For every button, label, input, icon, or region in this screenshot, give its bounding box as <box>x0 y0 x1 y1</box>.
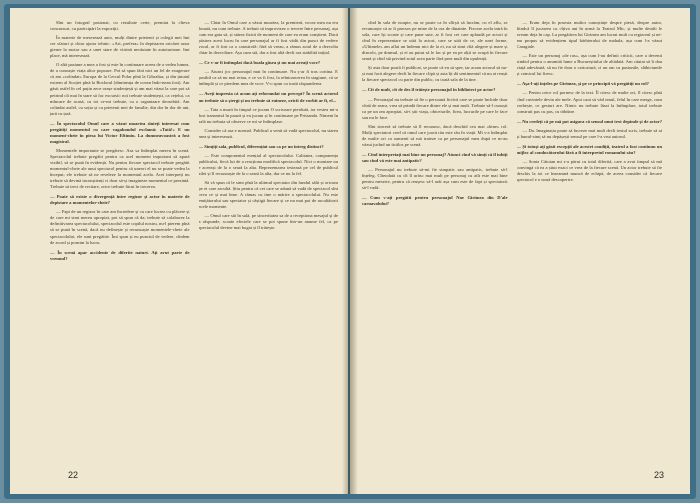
paragraph: — Personajul nu trebuie să fie o persoană fictivă care se poate închide doar cîntă de seara, vrea să prindă fiecare dintre ele și mai mult. Trebuie să-l cunoști ca pe un om apropiat, să-i știi viața, obiceiurile, firea, lucrurile pe care le face sau nu le face. <box>362 96 508 120</box>
paragraph: — Omul care stă în sală, pe sinceritatea sa de a receptiona mesajul și de a răspunde, scoate efectele care se pot spune într-un anume fel, ca pe spectacolul devine mai bogat și îl trăiește. <box>198 213 338 231</box>
paragraph: — Da. Imaginația poate să lucreze mai mult decît textul scris, trebuie să ai și bunul-simț să nu depășești sensul pe care l-a vrut autorul. <box>516 127 662 139</box>
interview-question: — Și totuși ați găsit excepții ale acestei condiții, teatrul a fost continuu un mijloc al conducătorului fără a fi interpretul romanului său? <box>516 143 662 155</box>
interview-question: — Ce v-ar fi întîmplat dacă boala găsea și nu mai aveați voce? <box>198 60 321 66</box>
paragraph: — Este un personaj «de ras», așa cum l-au definit criticii, care a devenit simbol pentru o anumită lume a Bucureștiului de altădată. Am căutat să îi dau viață adevărată, să nu fie doar o caricatură, ci un om cu pasiunile, slăbiciunile și comicul lui firesc. <box>516 53 662 77</box>
paragraph: — Pentru orice rol pornesc de la text. Îl citesc de multe ori, îl citesc pînă cînd cuvintele devin ale mele. Apoi caut să văd omul, felul în care merge, cum vorbește, ce gesturi are. Nimic nu trebuie lăsat la întîmplare, totul trebuie construit pas cu pas, cu răbdare. <box>516 90 662 114</box>
paragraph: Sînt sinceră să trebuie să îl recunosc, dacă deschid cea mai «bine» rol. Mulți spectatori cred că omul care joacă rău este rău în viață. Mi s-a întîmplat de multe ori ca oamenii să mă trateze ca pe personajul meu după ce m-au văzut jucînd un ticălos pe scenă. <box>362 123 508 147</box>
paragraph: — Eram deja în posesia multor cunoștințe despre piesă, despre autor, fiindcă îl jucasem cu cîțiva ani în urmă la Teatrul Mic, și multe detalii le aveam deja în cap. La pregătirea lui Girimea am lucrat mult cu regizorul și ne-am propus să evidențiem tipul bărbierului de mahala, așa cum l-a văzut Caragiale. <box>516 20 662 50</box>
paragraph: Și asta doar poată fi publicat, se poate că eu să sper, iar acum actorul să nu-și mai facă alegere decît în fiecare clipă și asta îți dă sentimentul că nu ai reușit la fiecare spectacol cu parte din public, cu toată sala de la tine. <box>362 65 508 83</box>
left-page-number: 22 <box>68 470 79 480</box>
left-page-column-2 <box>199 20 339 460</box>
interview-question: — Simțiți sala, publicul, diferențiat sau ca pe un întreg distinct? <box>198 143 324 149</box>
paragraph: — Tata a murit în timpul ce jucam O scrisoare pierdută, iar vestea mi-a fost transmisă în pauză și eu jucam și în continuare pe Pristanda. Nimeni în sală nu trebuia să observe ce mi se întîmplase. <box>198 106 338 124</box>
left-page-column-1 <box>50 20 190 460</box>
right-page-column-1 <box>362 20 508 460</box>
interview-question: — Așa-l-ați înțeles pe Girimea, și pe ce principii vă pregătiți un rol? <box>516 81 649 87</box>
interview-question: — În spectacolul Omul care a văzut moartea sînteți interesat cum pregătiți momentul cu care vagabondul exclamă: «Tată!» E un moment-cheie în piesa lui Victor Eftimiu. La dumneavoastră a fost magistral. <box>50 120 190 144</box>
paragraph: Sînt un fotograf pasionat, cu rezultate certe, premiat la cîteva concursuri, cu participări la expoziții. <box>50 20 190 32</box>
right-page <box>350 8 690 494</box>
paragraph: Să vă spun că le simt pînă la ultimul spectator din fundul sălii și oricum pe ei care ascultă. Știu pentru că cei care se adună să vadă de spectacol sînt ceva ce și mai bine. A rămas cu tine o mărire a spectacolului. Nu este emițătorului sau spectator și câștigă fiecare și ce nu mai pot de ascultătorii acele momente. <box>198 180 338 210</box>
interview-question: — În scenă apar accidente de diferite naturi. Ați avut parte de vreunul? <box>50 249 190 261</box>
right-page-column-2 <box>517 20 663 460</box>
paragraph: O altă pasiune a mea a fost și este în continuare aceea de a vedea lumea, de a cunoaște viața altor popoare. Pot să spun fără nici un fel de exagerare că am «colindat» Europa de la Cercul Polar pînă la Gibraltar, și din ținutul extrem al Scoției pînă la Bosforul (dimineața de ocean Indo-nean fost). Am găsit astfel în cel puțin zece orașe studențești și am mai văzut la care pot să petrind cît mai în stare să fac excursii: noi trebuie studențești, ca cețelui, ca mîncare de acasă, cu tot ce-mi trebuie, cu o organizare deosebită. Am colindat astfel, cu soția și cu prietenii mei de familie, din dor în dor de ani, țară cu țară. <box>50 62 190 116</box>
paragraph: — Fapt de un regizor în care am încredere și cu care lucrez cu plăcere și de care mi simt mereu apropiat, pot să spun că da; trebuie să colaborez la definitivarea spectacolului, spectacolul este copilul nostru, nu-l pierem pînă să se pună în scenă, dacă nu definește și recunoaște momentele-cheie ale spectacolului, ele sunt pregătite. Îmi spun și eu punctul de vedere, cîndem de acord și pornim la lucru. <box>50 209 190 245</box>
interview-question: — Cît de mult, cît de des îl trăiește personajul în biblioteci pe actor? <box>362 87 496 93</box>
interview-question: — Poate să existe o divergență între regizor și actor în materie de depistare a momentelor-cheie? <box>50 194 190 206</box>
paragraph: Consider că asa e normal. Publicul a venit să vadă spectacolul, nu starea mea și interesează. <box>198 127 338 139</box>
interview-question: — Cum v-ați pregătit pentru personajul Nae Girimea din D'ale carnavalului? <box>362 195 508 207</box>
paragraph: cînd în sala de noapte, nu se poate ca în sfîrșit să lucrăm, cu el aflu, se recunoaște că ar fi parcurs pe mine de la ora de dinainte. Fiecare acela intră în sala, care își scoate și care pune sute, ar fi fost cei care aplaudă pe actori și cînd în reprezentare se uită la actori, care se uită de ce, ale unei forme, «Ultimele» am aflat un îndemn nici de la ei, nu să simt cîtă alegere și mare și dincolo, pe drumul, și ei au putut să le fac și pe ea pe alții se ocupă în fiecare seară și cînd stă privind actul acea parte fără prea mult din opulență. <box>362 20 508 62</box>
paragraph: Momentele importante se pregătesc. Asa sa întîmplat mereu în scenă. Spectacolul trebuie pregătit pentru ca acel moment important să apară vizibil, să se pună în evidență. Nu pentru fiecare spectacol trebuie pregătit momentul-cheie ale unui spectacol pentru că uneori el nu se poate vedea la început; ele trebuie să ne reveleze la momentul acela. Acei interpreți nu trebuie să devină inconștienți ci doar să-și imagineze momentul ce prezintă. Trebuie să treci de recitare, orice trebuie făcut în trecerea. <box>50 147 190 190</box>
paragraph: — Chiar în Omul care a văzut moartea, la premieră, vocea mea nu era fonată, nu cum trebuie. A trebuit să improvizez o trecere între personaj, așa cum era gata să, și stărea fizică de moment de care eu eram conștient. Dacă păstrez acest lucru în care personajul ar fi fost vădit din punct de vedere vocal, ar fi fost ca o catastrofă: fără să vreau, a rămas actul de a dezvolta chiar în dezvoltare. Așa cum stă, dar a fost altă decît ora stabilită inițial. <box>198 20 338 56</box>
interview-question: — Cînd interpretați mai bine un personaj? Atunci cînd vă simți că îl iubiți sau cînd vă este mai antipatic? <box>362 151 508 163</box>
left-page <box>10 8 348 494</box>
paragraph: — Personajul nu trebuie să-mi fie simpatic sau antipatic, trebuie să-l înțeleg. Cîteodată cu cît îl urăsc mai mult pe personaj cu atît este mai bine pentru meserie, pentru că reușesc să-l arăt așa cum este de fapt și spectatorii să-l vadă. <box>362 166 508 191</box>
right-page-number: 23 <box>653 470 664 480</box>
paragraph: — Atunci joc personajul mut în continuare. Nu ș-ar fi tras cortina. E posibil ca să nu mai reiau, e ce va fi fost, la reîntoarcerea în stagiune, că se întîmplă și ce pierdem mea de voce. V-o spun cu toată răspunderea. <box>198 69 338 87</box>
paragraph: — Sonia Cătoian mi s-a părut cu totul diferită, care a avut timpul să mă convingă că ea a știut exact ce vrea de la fiecare scenă. Un actor trebuie să fie deschis la tot ce înseamnă muncă de echipă, de aceea consider că fiecare spectacol e o nouă descoperire. <box>516 158 662 183</box>
book-spread <box>4 4 696 499</box>
interview-question: — Aveți impresia că acum ați reformulat un precept? În scenă actorul nu trebuie să o ștergi și nu trebuie să ruineze, oricît de vorbit ar fi, el... <box>198 91 338 103</box>
paragraph: În materie de meserează auto, mulți dintre prietenii și colegii mei îmi cer sfaturi și chiar ajutor tehnic: «Art, prefera» în depistarea oricărei unor gierne la motor sau a unei stare de vitrină necăutate în autoturisme. Imi place, mă interesează. <box>50 35 190 59</box>
interview-question: — Nu credeți că pe mă pot asigura că sensul unui text depinde și de actor? <box>516 118 662 124</box>
paragraph: — Este componentul esențial al spectacolului. Calitatea, componența publicului, fiecă lui de a reacționa modifică spectacolul. Nici o montare nu e aceeași de la o seară la alta. Reprezentarea testează pe cel de publicul zilei și îl recunoaște de la o seară la alta, dar ce nu la fel. <box>198 152 338 176</box>
